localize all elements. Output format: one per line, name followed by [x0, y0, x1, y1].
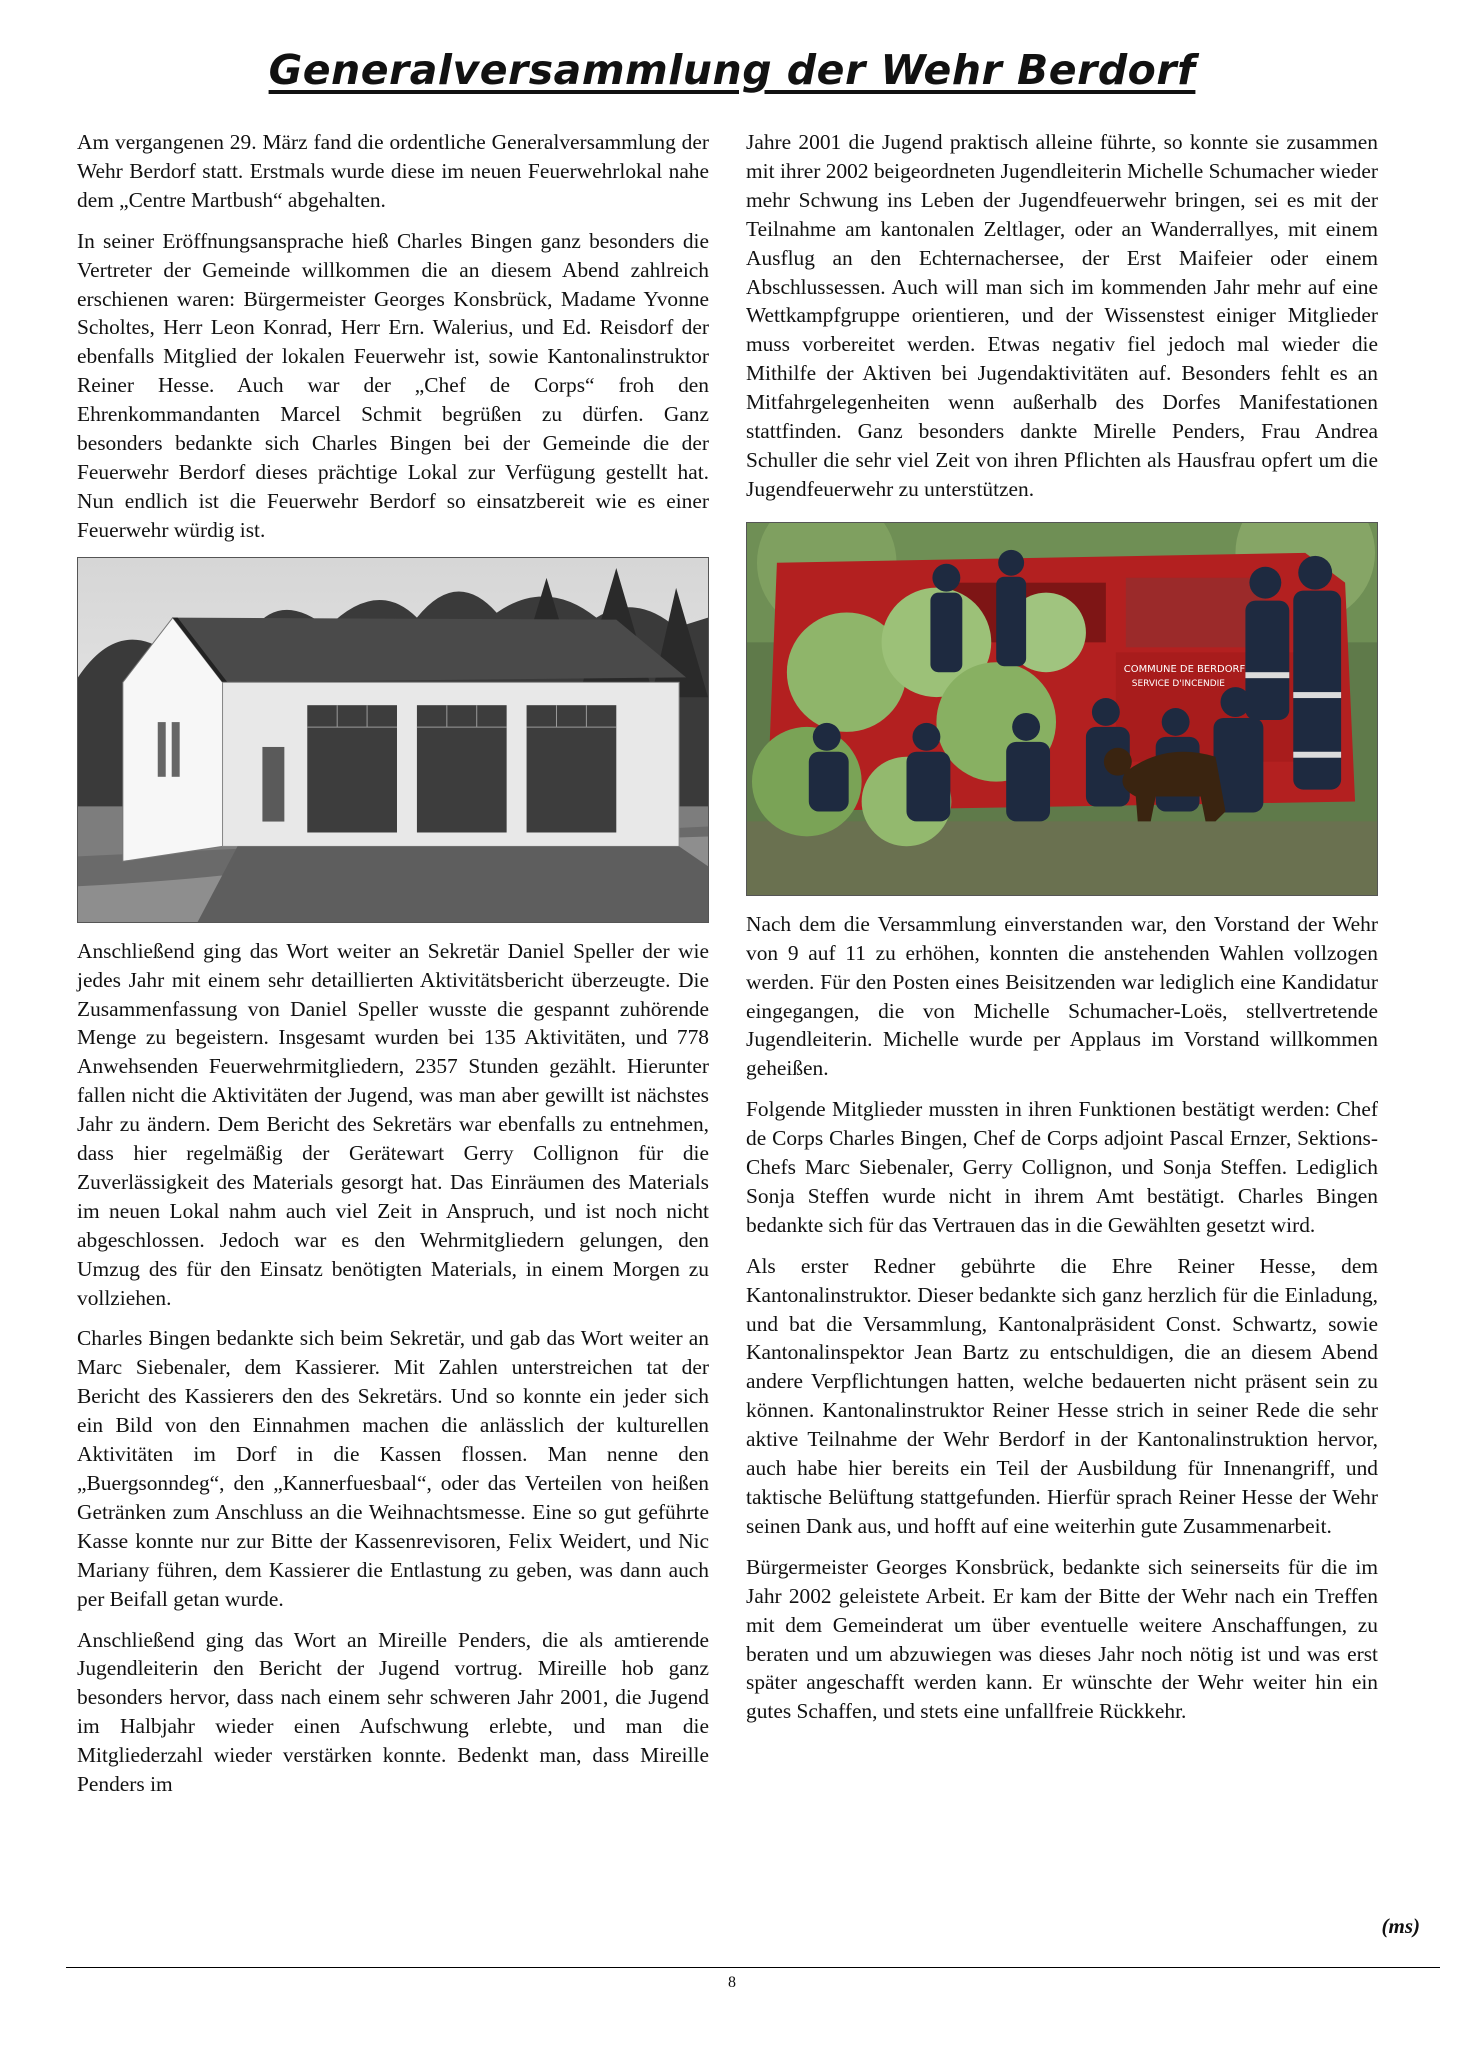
paragraph: Bürgermeister Georges Konsbrück, bedankte sich seinerseits für die im Jahr 2002 geleistete Arbeit. Er kam der Bitte der Wehr nach ein Treffen mit dem Gemeinderat um über eventuelle weitere Anschaffungen, zu beraten und um abzuwiegen was dieses Jahr noch nötig ist und was erst später angeschafft werden kann. Er wünschte der Wehr weiter hin ein gutes Schaffen, und stets eine unfallfreie Rückkehr.: [746, 1554, 1378, 1724]
page-number: 8: [728, 1974, 736, 1991]
youth-fire-brigade-photo: [746, 522, 1378, 896]
footer-rule: [66, 1967, 1440, 1968]
paragraph: Folgende Mitglieder mussten in ihren Funktionen bestätigt werden: Chef de Corps Charles Bingen, Chef de Corps adjoint Pascal Ernzer, Sektions-Chefs Marc Siebenaler, Gerry Collignon, und Sonja Steffen. Lediglich Sonja Steffen wurde nicht in ihrem Amt bestätigt. Charles Bingen bedankte sich für das Vertrauen das in die Gewählten gesetzt wird.: [746, 1097, 1378, 1237]
right-column-text-top: [746, 128, 1378, 504]
paragraph: Anschließend ging das Wort weiter an Sekretär Daniel Speller der wie jedes Jahr mit einem sehr detaillierten Aktivitätsbericht überzeugte. Die Zusammenfassung von Daniel Speller wusste die gespannt zuhörende Menge zu begeistern. Insgesamt wurden bei 135 Aktivitäten, und 778 Anwehsenden Feuerwehrmitgliedern, 2357 Stunden gezählt. Hierunter fallen nicht die Aktivitäten der Jugend, was man aber gewillt ist nächstes Jahr zu ändern. Dem Bericht des Sekretärs war ebenfalls zu entnehmen, dass hier regelmäßig der Gerätewart Gerry Collignon für die Zuverlässigkeit des Materials gesorgt hat. Das Einräumen des Materials im neuen Lokal nahm auch viel Zeit in Anspruch, und ist noch nicht abgeschlossen. Jedoch war es den Wehrmitgliedern gelungen, den Umzug des für den Einsatz benötigten Materials, in einem Morgen zu vollziehen.: [77, 938, 709, 1310]
left-column-text-top: [77, 128, 709, 545]
left-column-text-bottom: [77, 937, 709, 1799]
fire-station-photo: [77, 557, 709, 923]
truck-door-text-1: COMMUNE DE BERDORF: [1123, 663, 1246, 675]
paragraph: In seiner Eröffnungsansprache hieß Charles Bingen ganz besonders die Vertreter der Gemeinde willkommen die an diesem Abend zahlreich erschienen waren: Bürgermeister Georges Konsbrück, Madame Yvonne Scholtes, Herr Leon Konrad, Herr Ern. Walerius, und Ed. Reisdorf der ebenfalls Mitglied der lokalen Feuerwehr ist, sowie Kantonalinstruktor Reiner Hesse. Auch war der „Chef de Corps“ froh den Ehrenkommandanten Marcel Schmit begrüßen zu dürfen. Ganz besonders bedankte sich Charles Bingen bei der Gemeinde die der Feuerwehr Berdorf dieses prächtige Lokal zur Verfügung gestellt hat. Nun endlich ist die Feuerwehr Berdorf so einsatzbereit wie es einer Feuerwehr würdig ist.: [77, 228, 709, 542]
page-title: Generalversammlung der Wehr Berdorf: [268, 46, 1196, 94]
paragraph: Als erster Redner gebührte die Ehre Reiner Hesse, dem Kantonalinstruktor. Dieser bedankte sich ganz herzlich für die Einladung, und bat die Versammlung, Kantonalpräsident Const. Schwartz, sowie Kantonalinspektor Jean Bartz zu entschuldigen, die an diesem Abend andere Verpflichtungen hatten, welche bedauerten nicht präsent sein zu können. Kantonalinstruktor Reiner Hesse strich in seiner Rede die sehr aktive Teilnahme der Wehr Berdorf in der Kantonalinstruktion hervor, auch habe hier bereits ein Teil der Ausbildung für Innenangriff, und taktische Belüftung stattgefunden. Hierfür sprach Reiner Hesse der Wehr seinen Dank aus, und hofft auf eine weiterhin gute Zusammenarbeit.: [746, 1253, 1378, 1538]
truck-door-text-2: SERVICE D'INCENDIE: [1131, 678, 1225, 689]
right-column: [746, 128, 1378, 1738]
author-signature: (ms): [1381, 1914, 1420, 1938]
paragraph: Nach dem die Versammlung einverstanden war, den Vorstand der Wehr von 9 auf 11 zu erhöhen, konnten die anstehenden Wahlen vollzogen werden. Für den Posten eines Beisitzenden war lediglich eine Kandidatur eingegangen, die von Michelle Schumacher-Loës, stellvertretende Jugendleiterin. Michelle wurde per Applaus im Vorstand willkommen geheißen.: [746, 911, 1378, 1081]
paragraph: Am vergangenen 29. März fand die ordentliche Generalversammlung der Wehr Berdorf statt. Erstmals wurde diese im neuen Feuerwehrlokal nahe dem „Centre Martbush“ abgehalten.: [77, 130, 709, 212]
left-column: [77, 128, 709, 1811]
paragraph: Jahre 2001 die Jugend praktisch alleine führte, so konnte sie zusammen mit ihrer 2002 beigeordneten Jugendleiterin Michelle Schumacher wieder mehr Schwung ins Leben der Jugendfeuerwehr bringen, sei es mit der Teilnahme am kantonalen Zeltlager, oder an Wanderrallyes, mit einem Ausflug an den Echternachersee, der Erst Maifeier oder einem Abschlussessen. Auch will man sich im kommenden Jahr mehr auf eine Wettkampfgruppe orientieren, und der Wissenstest einiger Mitglieder muss vorbereitet werden. Etwas negativ fiel jedoch mal wieder die Mithilfe der Aktiven bei Jugendaktivitäten auf. Besonders fehlt es an Mitfahrgelegenheiten wenn außerhalb des Dorfes Manifestationen stattfinden. Ganz besonders dankte Mirelle Penders, Frau Andrea Schuller die sehr viel Zeit von ihren Pflichten als Hausfrau opfert um die Jugendfeuerwehr zu unterstützen.: [746, 130, 1378, 501]
paragraph: Anschließend ging das Wort an Mireille Penders, die als amtierende Jugendleiterin den Bericht der Jugend vortrug. Mireille hob ganz besonders hervor, dass nach einem sehr schweren Jahr 2001, die Jugend im Halbjahr wieder einen Aufschwung erlebte, und man die Mitgliederzahl wieder verstärken konnte. Bedenkt man, dass Mireille Penders im: [77, 1627, 709, 1797]
right-column-text-bottom: [746, 910, 1378, 1726]
paragraph: Charles Bingen bedankte sich beim Sekretär, und gab das Wort weiter an Marc Siebenaler, dem Kassierer. Mit Zahlen unterstreichen tat der Bericht des Kassierers den des Sekretärs. Und so konnte ein jeder sich ein Bild von den Einnahmen machen die anlässlich der kulturellen Aktivitäten im Dorf in die Kassen flossen. Man nenne den „Buergsonndeg“, den „Kannerfuesbaal“, oder das Verteilen von heißen Getränken zum Anschluss an die Weihnachtsmesse. Eine so gut geführte Kasse konnte nur zur Bitte der Kassenrevisoren, Felix Weidert, und Nic Mariany führen, dem Kassierer die Entlastung zu geben, was dann auch per Beifall getan wurde.: [77, 1326, 709, 1611]
